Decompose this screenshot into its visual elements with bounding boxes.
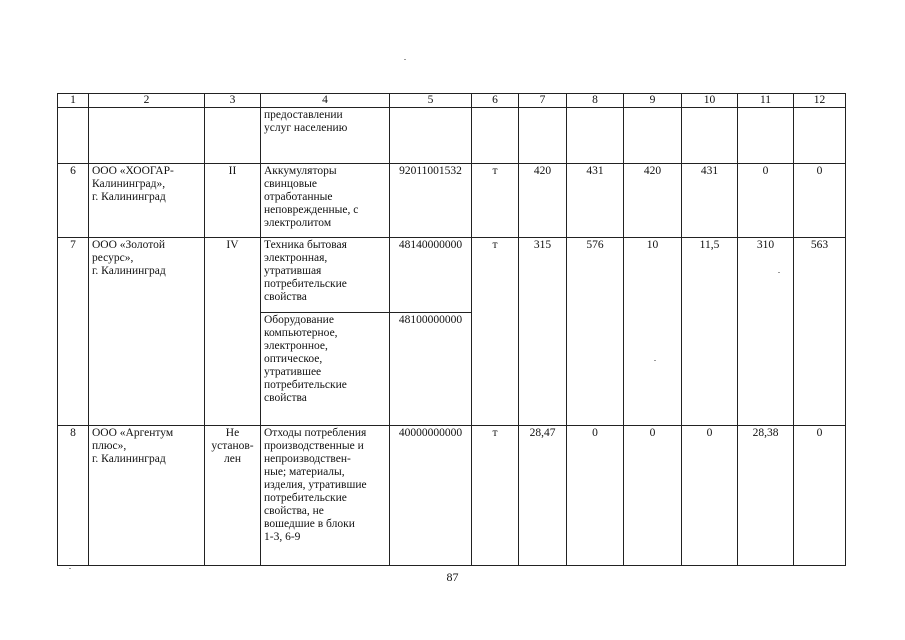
value-cell-7: 420 (519, 164, 567, 238)
text-line: ООО «Аргентум (92, 427, 174, 439)
text-line: II (228, 165, 237, 177)
text-line: Калининград», (92, 178, 166, 190)
value-cell-11: 310 (738, 238, 794, 426)
hazard-class-cell (205, 238, 261, 426)
table-cell (624, 108, 682, 164)
waste-table (57, 93, 846, 566)
text-line: Техника бытовая (264, 239, 347, 251)
text-line: электронная, (264, 252, 328, 264)
continuation-description (261, 108, 390, 164)
table-header-row (58, 94, 846, 108)
table-row (58, 164, 846, 238)
value-cell-7: 28,47 (519, 426, 567, 566)
unit-cell: т (472, 238, 519, 426)
text-line: электролитом (264, 217, 332, 229)
fkko-code-cell: 92011001532 (390, 164, 472, 238)
continuation-row (58, 108, 846, 164)
table-cell (519, 108, 567, 164)
table-cell (738, 108, 794, 164)
text-line: услуг населению (264, 122, 348, 134)
value-cell-10: 11,5 (682, 238, 738, 426)
fkko-code-cell: 48100000000 (390, 313, 472, 426)
text-line: свойства, не (264, 505, 324, 517)
unit-cell: т (472, 426, 519, 566)
text-line: IV (226, 239, 239, 251)
text-line: установ- (211, 440, 254, 452)
value-cell-8: 431 (567, 164, 624, 238)
waste-description-cell (261, 426, 390, 566)
header-cell: 3 (205, 94, 261, 108)
text-line: 1-3, 6-9 (264, 531, 301, 543)
text-line: плюс», (92, 440, 127, 452)
text-line: потребительские (264, 278, 347, 290)
value-cell-9: 0 (624, 426, 682, 566)
text-line: г. Калининград (92, 453, 166, 465)
text-line: Не (225, 427, 240, 439)
row-number: 6 (58, 164, 89, 238)
waste-description-cell (261, 238, 390, 313)
text-line: Аккумуляторы (264, 165, 337, 177)
text-line: непроизводствен- (264, 453, 351, 465)
fkko-code-cell: 48140000000 (390, 238, 472, 313)
value-cell-8: 576 (567, 238, 624, 426)
header-cell: 9 (624, 94, 682, 108)
header-cell: 11 (738, 94, 794, 108)
header-cell: 10 (682, 94, 738, 108)
table-cell (682, 108, 738, 164)
fkko-code-cell: 40000000000 (390, 426, 472, 566)
text-line: ООО «Золотой (92, 239, 166, 251)
text-line: потребительские (264, 492, 347, 504)
text-line: оптическое, (264, 353, 323, 365)
value-cell-8: 0 (567, 426, 624, 566)
value-cell-9: 420 (624, 164, 682, 238)
organization-cell (89, 426, 205, 566)
text-line: ООО «ХООГАР- (92, 165, 174, 177)
table-cell (472, 108, 519, 164)
text-line: ные; материалы, (264, 466, 345, 478)
table-cell (89, 108, 205, 164)
text-line: компьютерное, (264, 327, 338, 339)
organization-cell (89, 238, 205, 426)
text-line: г. Калининград (92, 265, 166, 277)
header-cell: 12 (794, 94, 846, 108)
text-line: Оборудование (264, 314, 334, 326)
text-line: свойства (264, 291, 307, 303)
scan-speck (404, 59, 406, 60)
organization-cell (89, 164, 205, 238)
hazard-class-cell (205, 164, 261, 238)
text-line: свинцовые (264, 178, 318, 190)
text-line: неповрежденные, с (264, 204, 359, 216)
text-line: лен (224, 453, 241, 465)
table-cell (58, 108, 89, 164)
header-cell: 5 (390, 94, 472, 108)
row-number: 7 (58, 238, 89, 426)
text-line: изделия, утратившие (264, 479, 367, 491)
text-line: утратившая (264, 265, 322, 277)
table-row (58, 426, 846, 566)
waste-description-cell (261, 313, 390, 426)
value-cell-12: 563 (794, 238, 846, 426)
table-cell (390, 108, 472, 164)
value-cell-11: 28,38 (738, 426, 794, 566)
text-line: электронное, (264, 340, 328, 352)
text-line: отработанные (264, 191, 333, 203)
value-cell-11: 0 (738, 164, 794, 238)
scan-speck (778, 272, 780, 273)
table-row (58, 238, 846, 313)
header-cell: 7 (519, 94, 567, 108)
value-cell-7: 315 (519, 238, 567, 426)
page-number: 87 (446, 570, 459, 584)
value-cell-10: 431 (682, 164, 738, 238)
text-line: потребительские (264, 379, 347, 391)
row-number: 8 (58, 426, 89, 566)
text-line: ресурс», (92, 252, 134, 264)
text-line: производственные и (264, 440, 364, 452)
waste-description-cell (261, 164, 390, 238)
value-cell-9: 10 (624, 238, 682, 426)
header-cell: 8 (567, 94, 624, 108)
value-cell-12: 0 (794, 164, 846, 238)
header-cell: 1 (58, 94, 89, 108)
text-line: Отходы потребления (264, 427, 367, 439)
unit-cell: т (472, 164, 519, 238)
hazard-class-cell (205, 426, 261, 566)
header-cell: 2 (89, 94, 205, 108)
table-cell (567, 108, 624, 164)
value-cell-12: 0 (794, 426, 846, 566)
header-cell: 4 (261, 94, 390, 108)
text-line: г. Калининград (92, 191, 166, 203)
text-line: свойства (264, 392, 307, 404)
text-line: вошедшие в блоки (264, 518, 355, 530)
text-line: предоставлении (264, 109, 343, 121)
value-cell-10: 0 (682, 426, 738, 566)
table-cell (205, 108, 261, 164)
scan-speck (69, 568, 71, 569)
table-cell (794, 108, 846, 164)
scan-speck (654, 360, 656, 361)
text-line: утратившее (264, 366, 322, 378)
header-cell: 6 (472, 94, 519, 108)
